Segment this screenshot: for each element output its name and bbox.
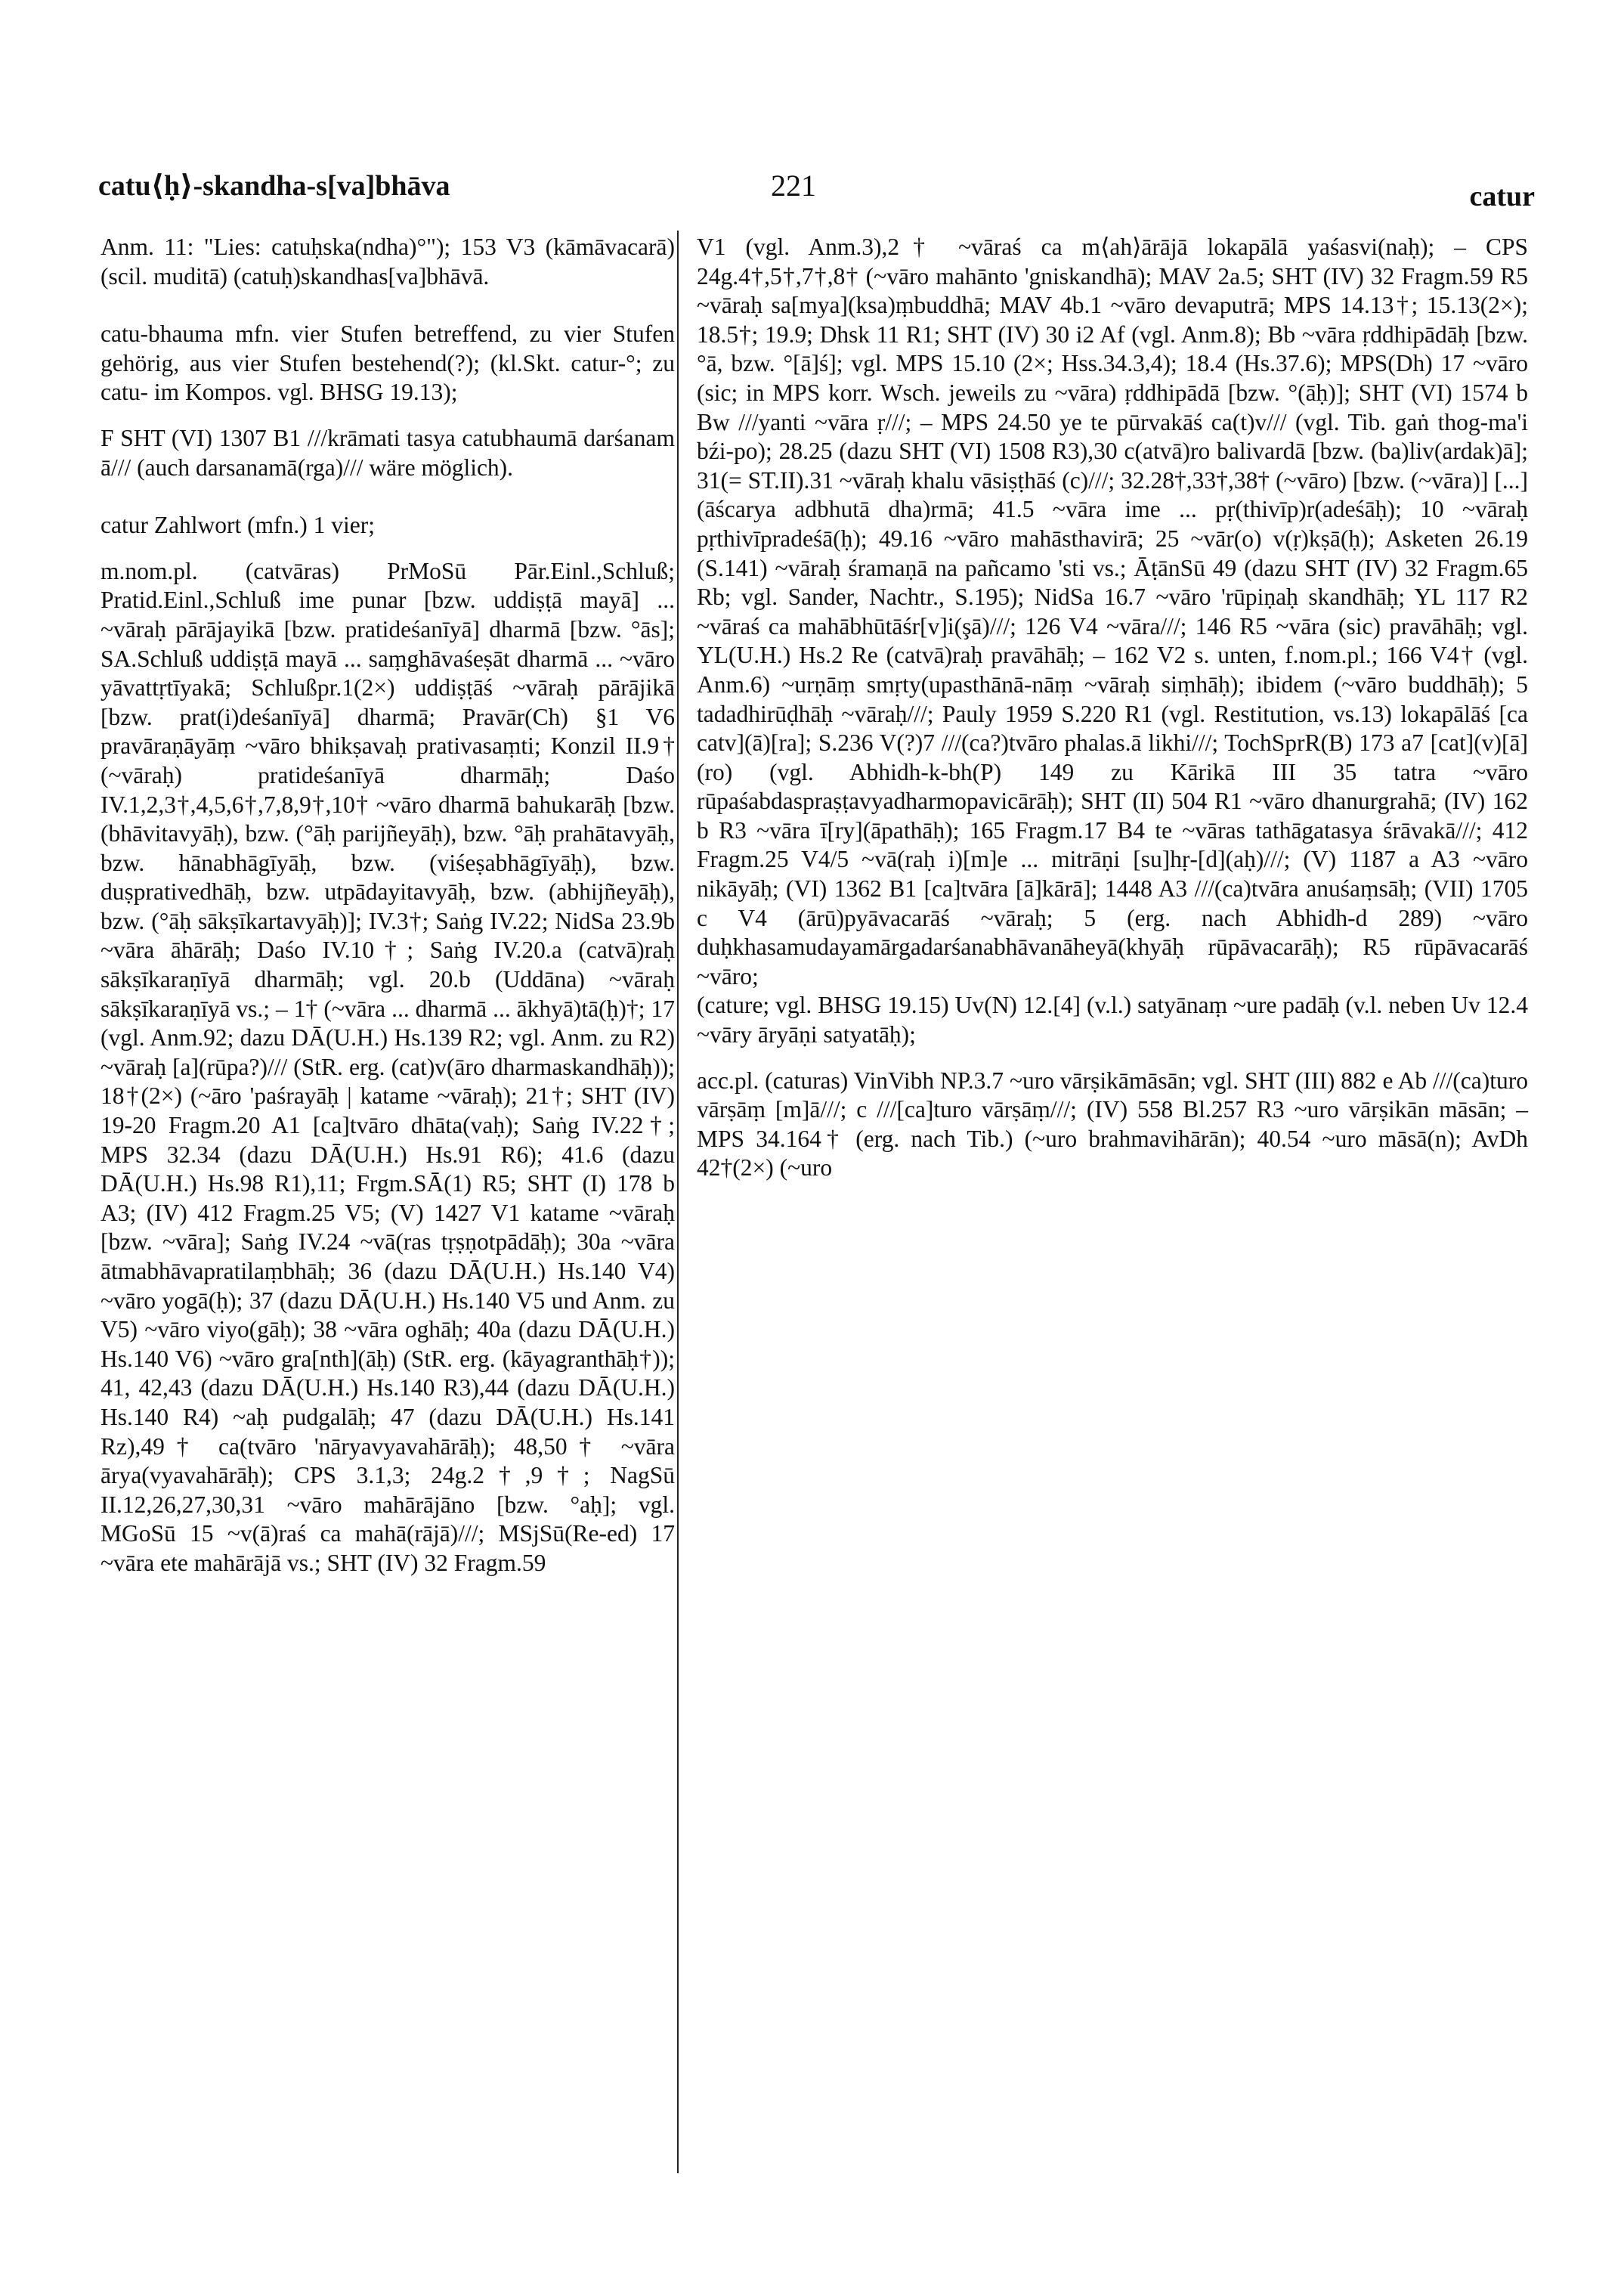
note-paragraph: Anm. 11: "Lies: catuḥska(ndha)°"); 153 V3 (kāmāvacarā) (scil. muditā) (catuḥ)skandhas[va]bhāvā. [101, 234, 675, 290]
entry-catur-nom-pl: m.nom.pl. (catvāras) PrMoSū Pār.Einl.,Schluß; Pratid.Einl.,Schluß ime punar [bzw. uddiṣṭā mayā] ... ~vāraḥ pārājayikā [bzw. pratideśanīyā] dharmā [bzw. °ās]; SA.Schluß uddiṣṭā mayā ... saṃghāvaśeṣāt dharmā ... ~vāro yāvattṛtīyakā; Schlußpr.1(2×) uddiṣṭāś ~vāraḥ pārājikā [bzw. prat(i)deśanīyā] dharmā; Pravār(Ch) §1 V6 pravāraṇāyāṃ ~vāro bhikṣavaḥ prativasaṃti; Konzil II.9† (~vāraḥ) pratideśanīyā dharmāḥ; Daśo IV.1,2,3†,4,5,6†,7,8,9†,10† ~vāro dharmā bahukarāḥ [bzw. (bhāvitavyāḥ), bzw. (°āḥ parijñeyāḥ), bzw. °āḥ prahātavyāḥ, bzw. hānabhāgīyāḥ, bzw. (viśeṣabhāgīyāḥ), bzw. duṣprativedhāḥ, bzw. utpādayitavyāḥ, bzw. (abhijñeyāḥ), bzw. (°āḥ sākṣīkartavyāḥ)]; IV.3†; Saṅg IV.22; NidSa 23.9b ~vāra āhārāḥ; Daśo IV.10†; Saṅg IV.20.a (catvā)raḥ sākṣīkaraṇīyā dharmāḥ; vgl. 20.b (Uddāna) ~vāraḥ sākṣīkaraṇīyā vs.; – 1† (~vāra ... dharmā ... ākhyā)tā(ḥ)†; 17 (vgl. Anm.92; dazu DĀ(U.H.) Hs.139 R2; vgl. Anm. zu R2) ~vāraḥ [a](rūpa?)/// (StR. erg. (cat)v(āro dharmaskandhāḥ)); 18†(2×) (~āro 'paśrayāḥ | katame ~vāraḥ); 21†; SHT (IV) 19-20 Fragm.20 A1 [ca]tvāro dhāta(vaḥ); Saṅg IV.22†; MPS 32.34 (dazu DĀ(U.H.) Hs.91 R6); 41.6 (dazu DĀ(U.H.) Hs.98 R1),11; Frgm.SĀ(1) R5; SHT (I) 178 b A3; (IV) 412 Fragm.25 V5; (V) 1427 V1 katame ~vāraḥ [bzw. ~vāra]; Saṅg IV.24 ~vā(ras tṛṣṇotpādāḥ); 30a ~vāra ātmabhāvapratilaṃbhāḥ; 36 (dazu DĀ(U.H.) Hs.140 V4) ~vāro yogā(ḥ); 37 (dazu DĀ(U.H.) Hs.140 V5 und Anm. zu V5) ~vāro viyo(gāḥ); 38 ~vāra oghāḥ; 40a (dazu DĀ(U.H.) Hs.140 V6) ~vāro gra[nth](āḥ) (StR. erg. (kāyagranthāḥ†)); 41, 42,43 (dazu DĀ(U.H.) Hs.140 R3),44 (dazu DĀ(U.H.) Hs.140 R4) ~aḥ pudgalāḥ; 47 (dazu DĀ(U.H.) Hs.141 Rz),49† ca(tvāro 'nāryavyavahārāḥ); 48,50† ~vāra ārya(vyavahārāḥ); CPS 3.1,3; 24g.2†,9†; NagSū II.12,26,27,30,31 ~vāro mahārājāno [bzw. °aḥ]; vgl. MGoSū 15 ~v(ā)raś ca mahā(rājā)///; MSjSū(Re-ed) 17 ~vāra ete mahārājā vs.; SHT (IV) 32 Fragm.59 [101, 557, 675, 1576]
page-number: 221 [771, 169, 816, 203]
left-column [101, 233, 675, 1578]
right-column [697, 233, 1528, 1183]
entry-catur-continued: V1 (vgl. Anm.3),2† ~vāraś ca m⟨ah⟩ārājā lokapālā yaśasvi(naḥ); – CPS 24g.4†,5†,7†,8† (~vāro mahānto 'gniskandhā); MAV 2a.5; SHT (IV) 32 Fragm.59 R5 ~vāraḥ sa[mya](ksa)ṃbuddhā; MAV 4b.1 ~vāro devaputrā; MPS 14.13†; 15.13(2×); 18.5†; 19.9; Dhsk 11 R1; SHT (IV) 30 i2 Af (vgl. Anm.8); Bb ~vāra ṛddhipādāḥ [bzw. °ā, bzw. °[ā]ś]; vgl. MPS 15.10 (2×; Hss.34.3,4); 18.4 (Hs.37.6); MPS(Dh) 17 ~vāro (sic; in MPS korr. Wsch. jeweils zu ~vāra) ṛddhipādā [bzw. °(āḥ)]; SHT (VI) 1574 b Bw ///yanti ~vāra ṛ///; – MPS 24.50 ye te pūrvakāś ca(t)v/// (vgl. Tib. gaṅ thog-ma'i bźi-po); 28.25 (dazu SHT (VI) 1508 R3),30 c(atvā)ro balivardā [bzw. (ba)liv(ardak)ā]; 31(= ST.II).31 ~vāraḥ khalu vāsiṣṭhāś (c)///; 32.28†,33†,38† (~vāro) [bzw. (~vāra)] [...] (āścarya adbhutā dha)rmā; 41.5 ~vāra ime ... pṛ(thivīp)r(adeśāḥ); 10 ~vāraḥ pṛthivīpradeśā(ḥ); 49.16 ~vāro mahāsthavirā; 25 ~vār(o) v(ṛ)kṣā(ḥ); Asketen 26.19 (S.141) ~vāraḥ śramaṇā na pañcamo 'sti vs.; ĀṭānSū 49 (dazu SHT (IV) 32 Fragm.65 Rb; vgl. Sander, Nachtr., S.195); NidSa 16.7 ~vāro 'rūpiṇaḥ skandhāḥ; YL 117 R2 ~vāraś ca mahābhūtāśr[v]i(şā)///; 126 V4 ~vāra///; 146 R5 ~vāra (sic) pravāhāḥ; vgl. YL(U.H.) Hs.2 Re (catvā)raḥ pravāhāḥ; – 162 V2 s. unten, f.nom.pl.; 166 V4† (vgl. Anm.6) ~urṇāṃ smṛty(upasthānā-nāṃ ~vāraḥ siṃhāḥ); ibidem (~vāro buddhāḥ); 5 tadadhirūḍhāḥ ~vāraḥ///; Pauly 1959 S.220 R1 (vgl. Restitution, vs.13) lokapālāś [ca catv](ā)[ra]; S.236 V(?)7 ///(ca?)tvāro phalas.ā likhi///; TochSprR(B) 173 a7 [cat](v)[ā](ro) (vgl. Abhidh-k-bh(P) 149 zu Kārikā III 35 tatra ~vāro rūpaśabdaspraṣṭavyadharmopavicārāḥ); SHT (II) 504 R1 ~vāro dhanurgrahā; (IV) 162 b R3 ~vāra ī[ry](āpathāḥ); 165 Fragm.17 B4 te ~vāras tathāgatasya śrāvakā///; 412 Fragm.25 V4/5 ~vā(raḥ i)[m]e ... mitrāṇi [su]hṛ-[d](aḥ)///; (V) 1187 a A3 ~vāro nikāyāḥ; (VI) 1362 B1 [ca]tvāra [ā]kārā]; 1448 A3 ///(ca)tvāra anuśaṃsāḥ; (VII) 1705 c V4 (ārū)pyāvacarāś ~vāraḥ; 5 (erg. nach Abhidh-d 289) ~vāro duḥkhasamudayamārgadarśanabhāvanāheyā(khyāḥ rūpāvacarāḥ); R5 rūpāvacarāś ~vāro; [697, 234, 1528, 989]
column-divider [677, 231, 679, 2173]
running-header-right: catur [1469, 181, 1535, 212]
entry-catur-headword: catur Zahlwort (mfn.) 1 vier; [101, 512, 375, 539]
entry-catu-bhauma: catu-bhauma mfn. vier Stufen betreffend, zu vier Stufen gehörig, aus vier Stufen bestehend(?); (kl.Skt. catur-°; zu catu- im Kompos. vgl. BHSG 19.13); [101, 321, 675, 406]
entry-catur-cature: (cature; vgl. BHSG 19.15) Uv(N) 12.[4] (v.l.) satyānaṃ ~ure padāḥ (v.l. neben Uv 12.4 ~vāry āryāṇi satyatāḥ); [697, 992, 1528, 1048]
entry-catur-acc-pl: acc.pl. (caturas) VinVibh NP.3.7 ~uro vārṣikāmāsān; vgl. SHT (III) 882 e Ab ///(ca)turo vārṣāṃ [m]ā///; c ///[ca]turo vārṣāṃ///; (IV) 558 Bl.257 R3 ~uro vārṣikān māsān; – MPS 34.164† (erg. nach Tib.) (~uro brahmavihārān); 40.54 ~uro māsā(n); AvDh 42†(2×) (~uro [697, 1067, 1528, 1181]
entry-catu-bhauma-citation: F SHT (VI) 1307 B1 ///krāmati tasya catubhaumā darśanam ā/// (auch darsanamā(rga)/// wäre möglich). [101, 424, 675, 481]
running-header-left: catu⟨ḥ⟩-skandha-s[va]bhāva [98, 170, 450, 202]
